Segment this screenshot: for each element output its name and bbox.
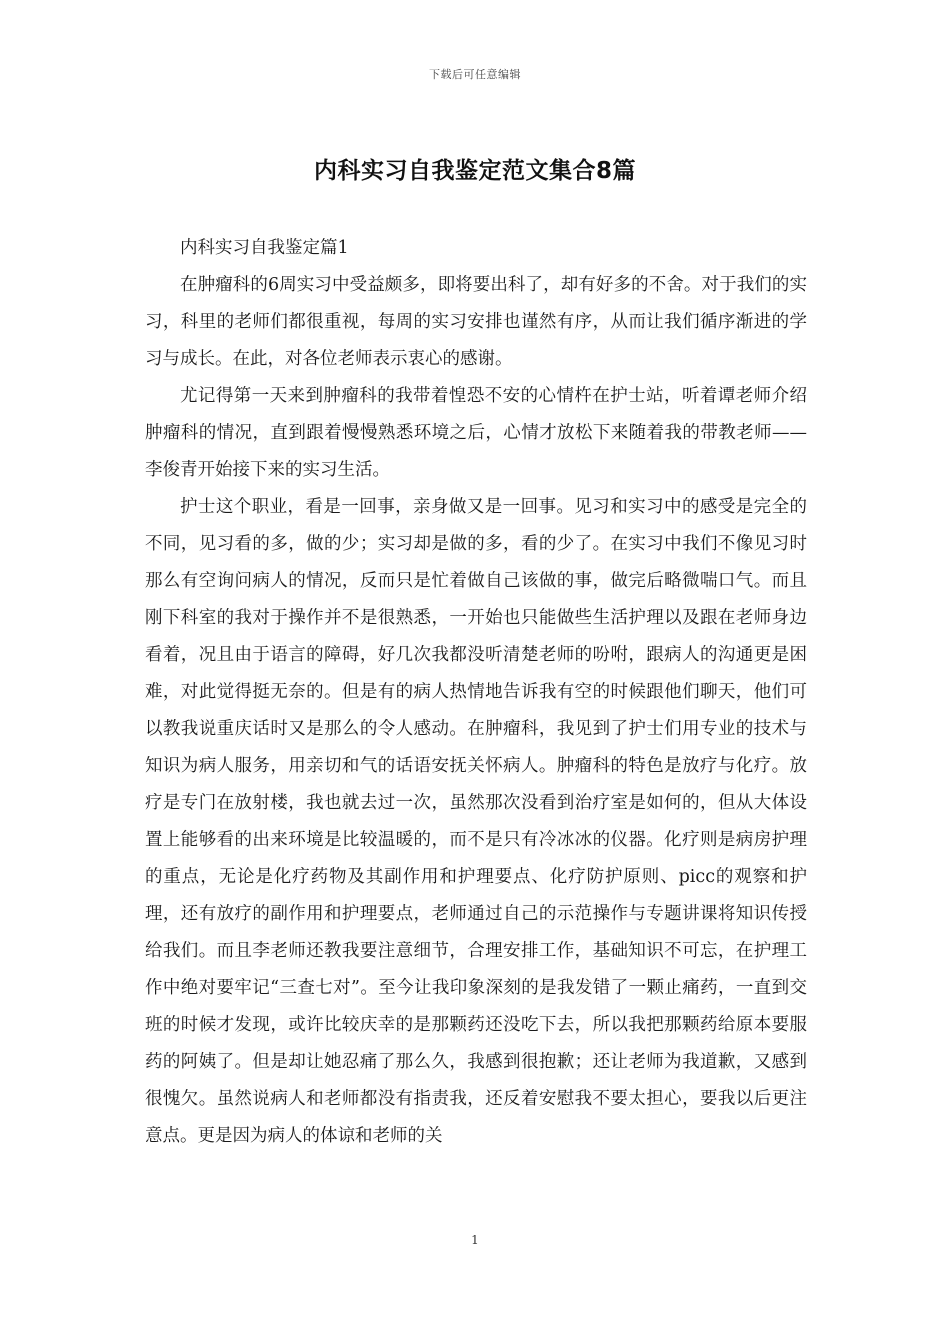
page-header: 下载后可任意编辑 bbox=[429, 68, 521, 81]
paragraph-3: 护士这个职业，看是一回事，亲身做又是一回事。见习和实习中的感受是完全的不同，见习看的多，做的少；实习却是做的多，看的少了。在实习中我们不像见习时那么有空询问病人的情况，反而只是忙着做自己该做的事，做完后略微喘口气。而且刚下科室的我对于操作并不是很熟悉，一开始也只能做些生活护理以及跟在老师身边看着，况且由于语言的障碍，好几次我都没听清楚老师的吩咐，跟病人的沟通更是困难，对此觉得挺无奈的。但是有的病人热情地告诉我有空的时候跟他们聊天，他们可以教我说重庆话时又是那么的令人感动。在肿瘤科，我见到了护士们用专业的技术与知识为病人服务，用亲切和气的话语安抚关怀病人。肿瘤科的特色是放疗与化疗。放疗是专门在放射楼，我也就去过一次，虽然那次没看到治疗室是如何的，但从大体设置上能够看的出来环境是比较温暖的，而不是只有冷冰冰的仪器。化疗则是病房护理的重点，无论是化疗药物及其副作用和护理要点、化疗防护原则、picc的观察和护理，还有放疗的副作用和护理要点，老师通过自己的示范操作与专题讲课将知识传授给我们。而且李老师还教我要注意细节，合理安排工作，基础知识不可忘，在护理工作中绝对要牢记“三查七对”。至今让我印象深刻的是我发错了一颗止痛药，一直到交班的时候才发现，或许比较庆幸的是那颗药还没吃下去，所以我把那颗药给原本要服药的阿姨了。但是却让她忍痛了那么久，我感到很抱歉；还让老师为我道歉，又感到很愧欠。虽然说病人和老师都没有指责我，还反着安慰我不要太担心，要我以后更注意点。更是因为病人的体谅和老师的关 bbox=[145, 497, 807, 1146]
page-number: 1 bbox=[471, 1233, 479, 1247]
document-title: 内科实习自我鉴定范文集合8篇 bbox=[313, 158, 636, 184]
paragraph-1: 在肿瘤科的6周实习中受益颇多，即将要出科了，却有好多的不舍。对于我们的实习，科里的老师们都很重视，每周的实习安排也谨然有序，从而让我们循序渐进的学习与成长。在此，对各位老师表示衷心的感谢。 bbox=[145, 275, 807, 369]
section-heading: 内科实习自我鉴定篇1 bbox=[180, 238, 349, 258]
paragraph-2: 尤记得第一天来到肿瘤科的我带着惶恐不安的心情杵在护士站，听着谭老师介绍肿瘤科的情况，直到跟着慢慢熟悉环境之后，心情才放松下来随着我的带教老师——李俊青开始接下来的实习生活。 bbox=[145, 386, 807, 480]
document-body bbox=[145, 230, 807, 1155]
